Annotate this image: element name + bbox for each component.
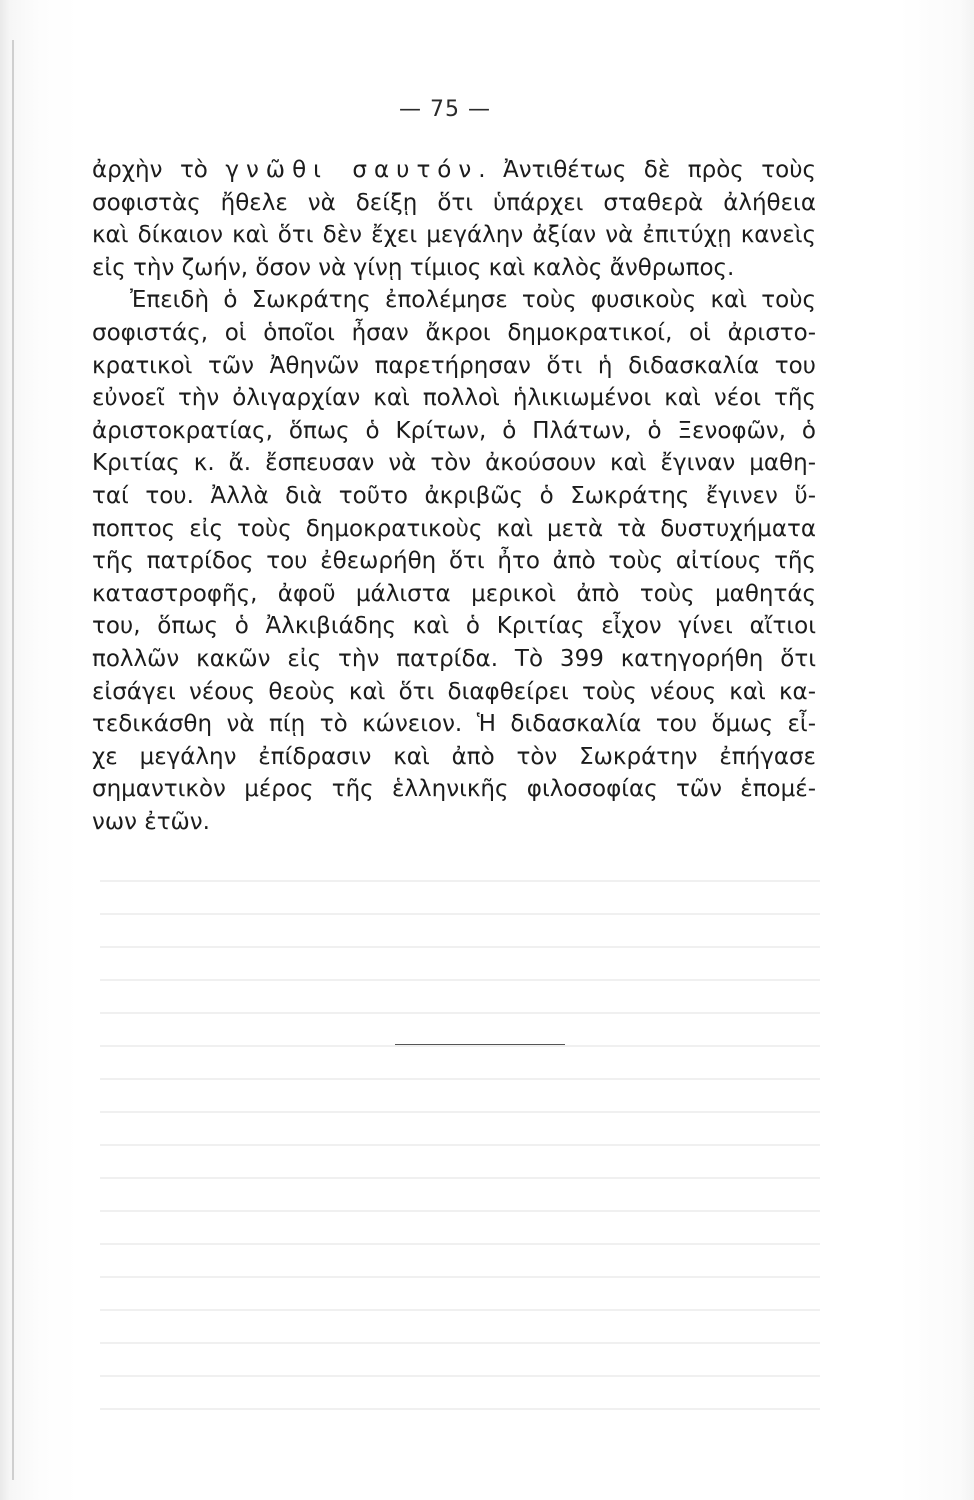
text-line — [92, 578, 816, 611]
text-segment: εἰσάγει νέους θεοὺς καὶ ὅτι διαφθείρει τοὺς νέους καὶ κα- — [92, 678, 816, 705]
text-line — [92, 513, 816, 546]
text-segment: Ἐπειδὴ ὁ Σωκράτης ἐπολέμησε τοὺς φυσικοὺς καὶ τοὺς — [130, 287, 816, 314]
text-segment: ἀριστοκρατίας, ὅπως ὁ Κρίτων, ὁ Πλάτων, ὁ Ξενοφῶν, ὁ — [92, 417, 816, 444]
text-segment: Κριτίας κ. ἄ. ἔσπευσαν νὰ τὸν ἀκούσουν καὶ ἔγιναν μαθη- — [92, 450, 816, 477]
text-segment: καὶ δίκαιον καὶ ὅτι δὲν ἔχει μεγάλην ἀξίαν νὰ ἐπιτύχῃ κανεὶς — [92, 222, 816, 249]
text-line — [92, 773, 816, 806]
text-line — [92, 708, 816, 741]
text-line — [92, 741, 816, 774]
text-line — [92, 317, 816, 350]
text-segment: εἰς τὴν ζωήν, ὅσον νὰ γίνῃ τίμιος καὶ καλὸς ἄνθρωπος. — [92, 254, 735, 281]
text-line — [92, 187, 816, 220]
text-segment: του, ὅπως ὁ Ἀλκιβιάδης καὶ ὁ Κριτίας εἶχον γίνει αἴτιοι — [92, 613, 816, 640]
text-line — [92, 480, 816, 513]
text-segment: εὐνοεῖ τὴν ὀλιγαρχίαν καὶ πολλοὶ ἡλικιωμένοι καὶ νέοι τῆς — [92, 385, 816, 412]
text-line — [92, 447, 816, 480]
body-text — [92, 154, 816, 838]
text-line — [92, 154, 816, 187]
reverse-side-bleed-through — [100, 880, 820, 1420]
text-segment: . Ἀντιθέτως δὲ πρὸς τοὺς — [478, 157, 816, 183]
text-segment: τεδικάσθη νὰ πίῃ τὸ κώνειον. Ἡ διδασκαλία του ὅμως εἶ- — [92, 711, 816, 738]
paragraph — [92, 284, 816, 838]
text-line — [92, 350, 816, 383]
text-segment: τῆς πατρίδος του ἐθεωρήθη ὅτι ἦτο ἀπὸ τοὺς αἰτίους τῆς — [92, 548, 816, 575]
text-segment: ποπτος εἰς τοὺς δημοκρατικοὺς καὶ μετὰ τὰ δυστυχήματα — [92, 515, 816, 542]
paragraph — [92, 154, 816, 284]
text-line — [92, 610, 816, 643]
text-segment: νων ἐτῶν. — [92, 808, 210, 835]
text-line — [92, 545, 816, 578]
text-segment: χε μεγάλην ἐπίδρασιν καὶ ἀπὸ τὸν Σωκράτην ἐπήγασε — [92, 743, 816, 770]
text-segment: ταί του. Ἀλλὰ διὰ τοῦτο ἀκριβῶς ὁ Σωκράτης ἔγινεν ὕ- — [92, 482, 816, 509]
page-binding-edge — [12, 40, 14, 1480]
text-line — [92, 643, 816, 676]
text-line — [92, 252, 816, 285]
text-line — [92, 415, 816, 448]
text-line — [92, 676, 816, 709]
page-number: — 75 — — [399, 97, 491, 122]
text-segment: ἀρχὴν τὸ — [92, 157, 226, 183]
text-segment: πολλῶν κακῶν εἰς τὴν πατρίδα. Τὸ 399 κατηγορήθη ὅτι — [92, 645, 816, 672]
text-segment: σοφιστὰς ἤθελε νὰ δείξῃ ὅτι ὑπάρχει σταθερὰ ἀλήθεια — [92, 189, 816, 216]
emphasized-phrase: γνῶθι σαυτόν — [225, 157, 479, 183]
text-segment: σημαντικὸν μέρος τῆς ἑλληνικῆς φιλοσοφίας τῶν ἑπομέ- — [92, 776, 816, 803]
text-line — [92, 284, 816, 317]
text-line — [92, 806, 816, 839]
section-divider — [395, 1044, 565, 1045]
text-line — [92, 382, 816, 415]
text-line — [92, 219, 816, 252]
text-segment: σοφιστάς, οἱ ὁποῖοι ἦσαν ἄκροι δημοκρατικοί, οἱ ἀριστο- — [92, 319, 816, 346]
text-segment: κρατικοὶ τῶν Ἀθηνῶν παρετήρησαν ὅτι ἡ διδασκαλία του — [92, 352, 816, 379]
text-segment: καταστροφῆς, ἀφοῦ μάλιστα μερικοὶ ἀπὸ τοὺς μαθητάς — [92, 580, 816, 607]
